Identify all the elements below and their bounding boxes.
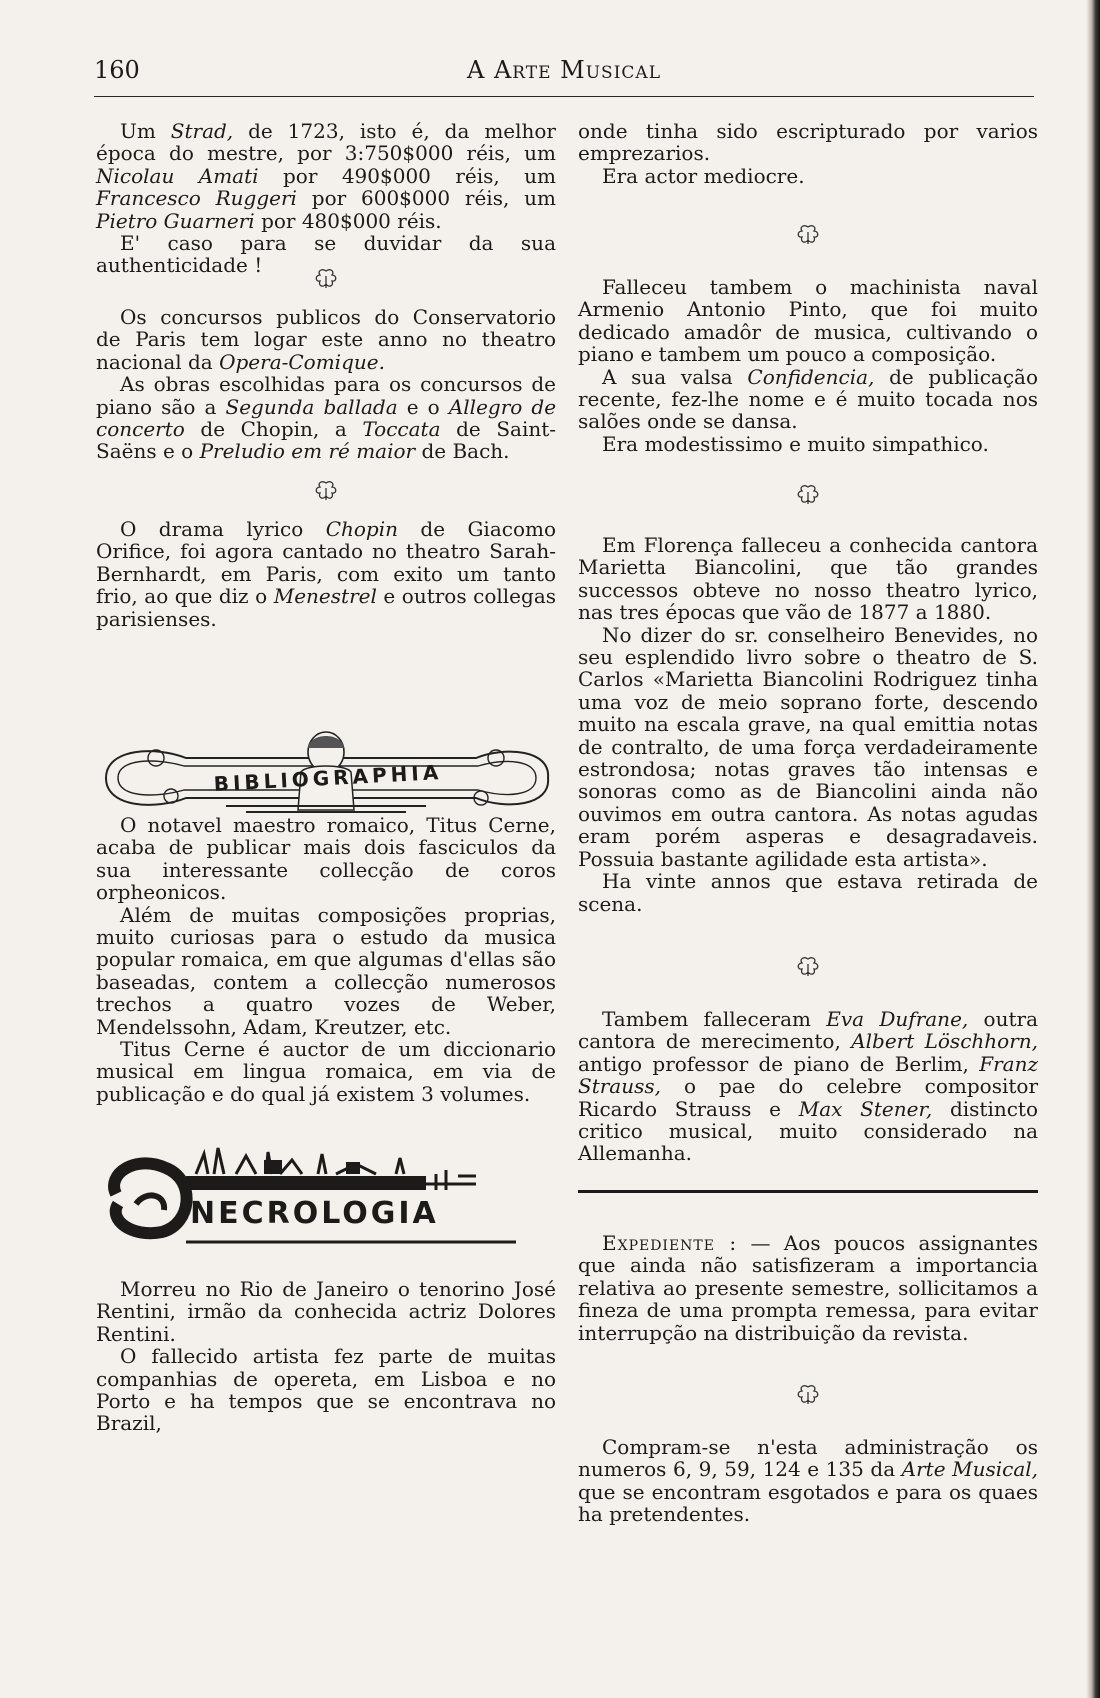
chopin-paragraph: O drama lyrico Chopin de Giacomo Orifice, foi agora cantado no theatro Sarah-Bernhardt, em Paris, com exito um tanto frio, ao que diz o Menestrel e outros collegas parisienses. bbox=[96, 517, 557, 631]
fleuron-ornament bbox=[578, 1384, 1038, 1409]
concursos-paragraph: Os concursos publicos do Conservatorio de Paris tem logar este anno no theatro nacional da Opera-Comique. As obras escolhidas para os concursos de piano são a Segunda ballada e o Allegro de concerto de Chopin, a Toccata de Saint-Saëns e o Preludio em ré maior de Bach. bbox=[96, 305, 557, 464]
fleuron-ornament bbox=[578, 224, 1038, 249]
strad-doubt: E' caso para se duvidar da sua authenticidade ! bbox=[96, 231, 556, 278]
fleuron-ornament bbox=[96, 480, 556, 505]
necrologia-heading: NECROLOGIA bbox=[190, 1196, 439, 1231]
expediente-notice: Expediente : — Aos poucos assignantes que ainda não satisfizeram a importancia relativa ao presente semestre, sollicitamos a fineza de uma prompta remessa, para evitar interrupção na distribuição da revista. bbox=[578, 1231, 1039, 1345]
rentini-paragraphs: Morreu no Rio de Janeiro o tenorino José Rentini, irmão da conhecida actriz Dolores Rentini. O fallecido artista fez parte de muitas companhias de opereta, em Lisboa e no Porto e ha tempos que se encontrava no Brazil, bbox=[96, 1277, 556, 1436]
rentini-continuation: onde tinha sido escripturado por varios emprezarios. Era actor mediocre. bbox=[578, 119, 1038, 188]
compram-notice: Compram-se n'esta administração os numeros 6, 9, 59, 124 e 135 da Arte Musical, que se encontram esgotados e para os quaes ha pretendentes. bbox=[578, 1435, 1038, 1527]
biancolini-paragraphs: Em Florença falleceu a conhecida cantora Marietta Biancolini, que tão grandes successos obteve no nosso theatro lyrico, nas tres épocas que vão de 1877 a 1880. No dizer do sr. conselheiro Benevides, no seu esplendido livro sobre o theatro de S. Carlos «Marietta Biancolini Rodriguez tinha uma voz de meio soprano forte, descendo muito na escala grave, na qual emittia notas de contralto, de uma força verdadeiramente estrondosa; notas graves tão intensas e sonoras como as de Biancolini ainda não ouvimos em outra cantora. As notas agudas eram porém asperas e desagradaveis. Possuia bastante agilidade esta artista». Ha vinte annos que estava retirada de scena. bbox=[578, 533, 1038, 916]
section-rule bbox=[578, 1190, 1038, 1193]
fleuron-ornament bbox=[96, 268, 556, 293]
running-title: A Arte Musical bbox=[466, 56, 661, 84]
bibliographia-heading: BIBLIOGRAPHIA bbox=[213, 760, 443, 796]
book-spine-edge bbox=[1086, 0, 1100, 1698]
strad-paragraph: Um Strad, de 1723, isto é, da melhor época do mestre, por 3:750$000 réis, um Nicolau Amati por 490$000 réis, um Francesco Ruggeri por 600$000 réis, um Pietro Guarneri por 480$000 réis. E' caso para se duvidar da sua authenticidade ! bbox=[96, 119, 557, 278]
titus-cerne-paragraphs: O notavel maestro romaico, Titus Cerne, acaba de publicar mais dois fasciculos da sua interessante collecção de coros orpheonicos. Além de muitas composições proprias, muito curiosas para o estudo da musica popular romaica, em que algumas d'ellas são baseadas, contem a collecção numerosos trechos a quatro vozes de Weber, Mendelssohn, Adam, Kreutzer, etc. Titus Cerne é auctor de um diccionario musical em lingua romaica, em via de publicação e do qual já existem 3 volumes. bbox=[96, 813, 556, 1106]
page-header bbox=[94, 56, 1034, 92]
header-rule bbox=[94, 96, 1034, 97]
fleuron-ornament bbox=[578, 484, 1038, 509]
expediente-label: Expediente : bbox=[602, 1231, 738, 1255]
necrologia-vignette bbox=[96, 1134, 556, 1254]
other-deaths-paragraph: Tambem falleceram Eva Dufrane, outra cantora de merecimento, Albert Löschhorn, antigo professor de piano de Berlim, Franz Strauss, o pae do celebre compositor Ricardo Strauss e Max Stener, distincto critico musical, muito considerado na Allemanha. bbox=[578, 1007, 1039, 1166]
fleuron-ornament bbox=[578, 956, 1038, 981]
page-number: 160 bbox=[94, 56, 140, 84]
pinto-paragraphs: Falleceu tambem o machinista naval Armenio Antonio Pinto, que foi muito dedicado amadôr de musica, cultivando o piano e tambem um pouco a composição. A sua valsa Confidencia, de publicação recente, fez-lhe nome e é muito tocada nos salões onde se dansa. Era modestissimo e muito simpathico. bbox=[578, 275, 1038, 456]
